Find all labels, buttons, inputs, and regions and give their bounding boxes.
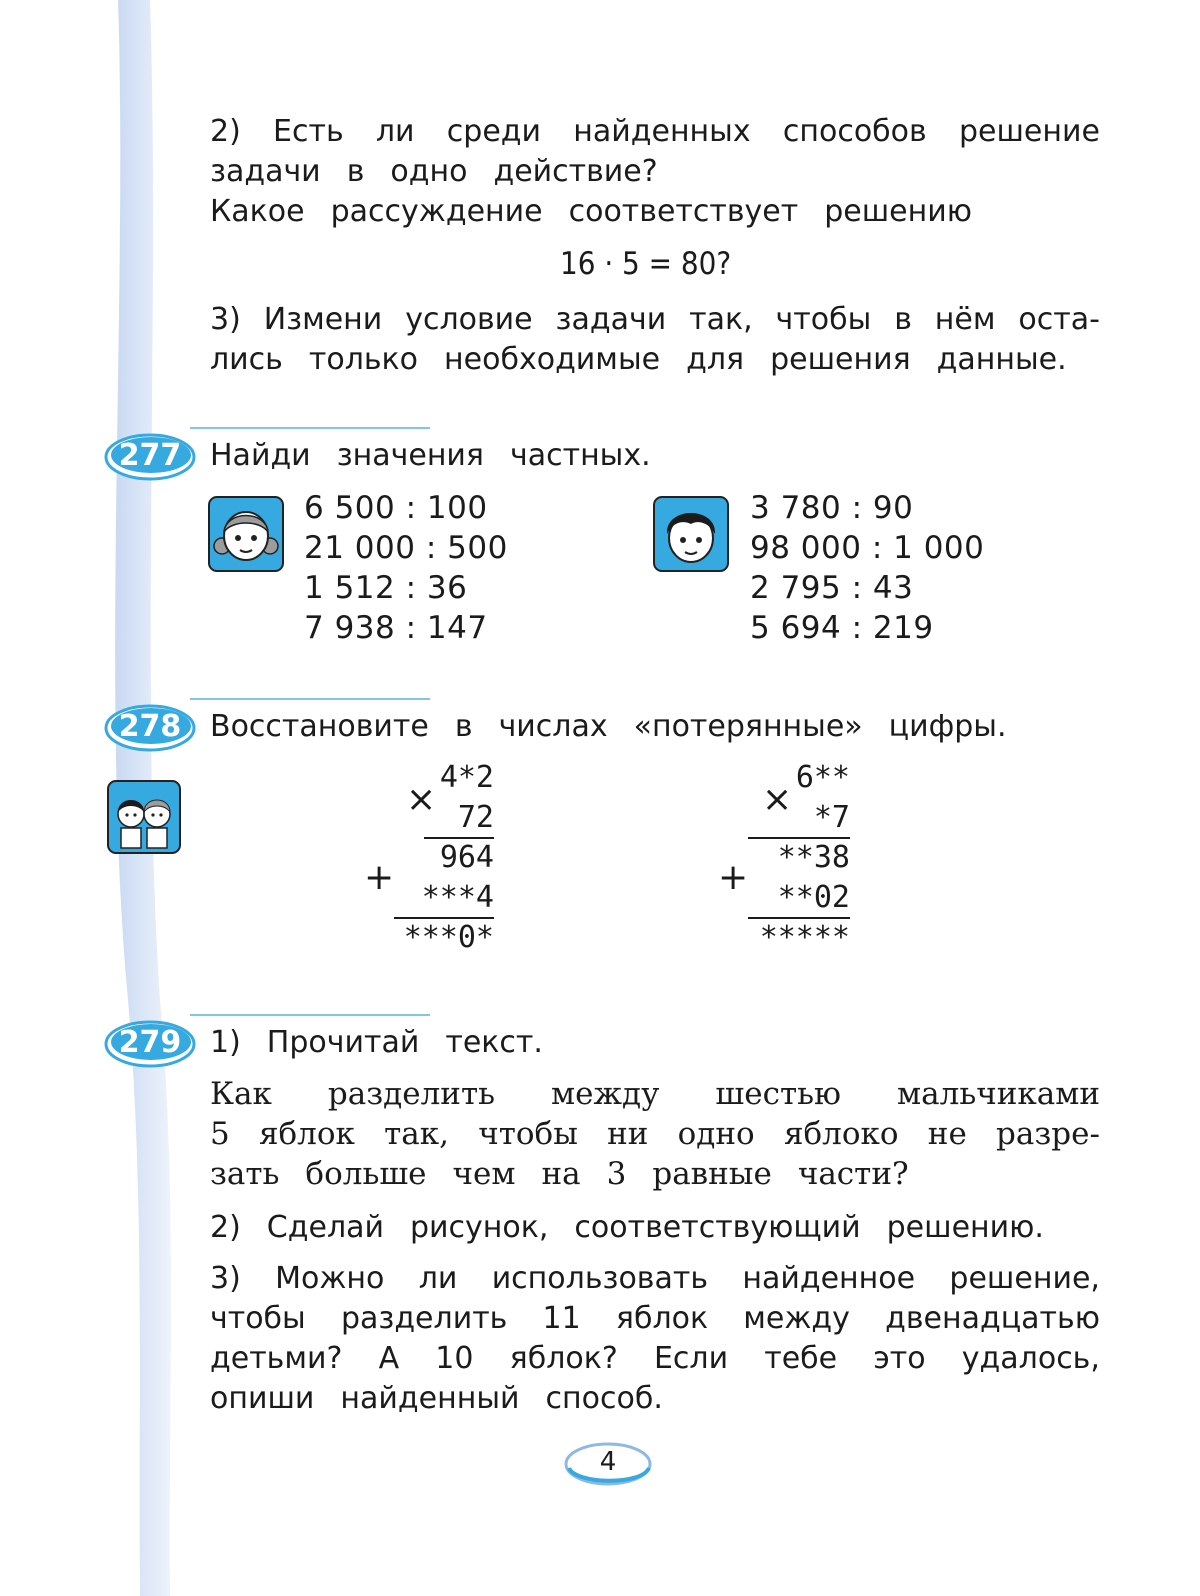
task-279-line-3c: детьми? А 10 яблок? Если тебе это удалось, bbox=[210, 1341, 1100, 1376]
expr-277-r4: 5 694 : 219 bbox=[750, 610, 934, 646]
mul-right-partial-1: **38 bbox=[777, 840, 850, 875]
expr-277-l2: 21 000 : 500 bbox=[304, 530, 508, 566]
expr-277-l1: 6 500 : 100 bbox=[304, 490, 488, 526]
mul-left-partial-1: 964 bbox=[439, 840, 494, 875]
plus-sign: + bbox=[718, 857, 749, 898]
page-number-text: 4 bbox=[599, 1447, 617, 1477]
task-279-number: 279 bbox=[118, 1025, 182, 1060]
task-279-line-1: 1) Прочитай текст. bbox=[210, 1025, 543, 1060]
intro-line-1: 2) Есть ли среди найденных способов решение bbox=[210, 114, 1100, 149]
mul-left-factor-a: 4*2 bbox=[439, 760, 494, 795]
mul-left-factor-b: 72 bbox=[457, 800, 494, 835]
page-number bbox=[563, 1438, 653, 1488]
task-277-rule bbox=[190, 427, 430, 429]
times-sign: × bbox=[406, 779, 437, 820]
expr-277-r2: 98 000 : 1 000 bbox=[750, 530, 985, 566]
mul-right-factor-b: *7 bbox=[813, 800, 850, 835]
intro-line-2: задачи в одно действие? bbox=[210, 154, 658, 189]
expr-277-l3: 1 512 : 36 bbox=[304, 570, 468, 606]
task-277-title: Найди значения частных. bbox=[210, 438, 651, 473]
mul-right-partial-2: **02 bbox=[777, 880, 850, 915]
formula: 16 · 5 = 80? bbox=[560, 246, 732, 282]
task-277-badge bbox=[104, 432, 196, 482]
expr-277-r1: 3 780 : 90 bbox=[750, 490, 914, 526]
times-sign: × bbox=[762, 779, 793, 820]
expr-277-r3: 2 795 : 43 bbox=[750, 570, 914, 606]
intro-line-3: Какое рассуждение соответствует решению bbox=[210, 194, 973, 229]
multiplication-right bbox=[650, 758, 860, 958]
mul-left-result: ***0* bbox=[403, 920, 494, 955]
task-277-number: 277 bbox=[118, 438, 182, 473]
girl-icon bbox=[208, 496, 284, 572]
task-279-line-3a: 3) Можно ли использовать найденное решение, bbox=[210, 1261, 1100, 1296]
task-279-rule bbox=[190, 1014, 430, 1016]
task-279-line-2: 2) Сделай рисунок, соответствующий решению. bbox=[210, 1210, 1044, 1245]
task-279-text-1: Как разделить между шестью мальчиками bbox=[210, 1076, 1100, 1112]
task-278-rule bbox=[190, 698, 430, 700]
expr-277-l4: 7 938 : 147 bbox=[304, 610, 488, 646]
task-279-line-3b: чтобы разделить 11 яблок между двенадцатью bbox=[210, 1301, 1100, 1336]
boy-icon bbox=[653, 496, 729, 572]
task-279-badge bbox=[104, 1019, 196, 1069]
pair-icon bbox=[107, 780, 181, 854]
intro-line-4: 3) Измени условие задачи так, чтобы в нём оста- bbox=[210, 302, 1100, 337]
intro-line-5: лись только необходимые для решения данные. bbox=[210, 342, 1067, 377]
task-278-badge bbox=[104, 703, 196, 753]
task-278-title: Восстановите в числах «потерянные» цифры. bbox=[210, 709, 1007, 744]
task-279-text-3: зать больше чем на 3 равные части? bbox=[210, 1156, 909, 1192]
task-279-line-3d: опиши найденный способ. bbox=[210, 1381, 663, 1416]
task-279-text-2: 5 яблок так, чтобы ни одно яблоко не разре- bbox=[210, 1116, 1100, 1152]
mul-right-result: ***** bbox=[759, 920, 850, 955]
multiplication-left bbox=[294, 758, 504, 958]
task-278-number: 278 bbox=[118, 709, 182, 744]
mul-left-partial-2: ***4 bbox=[421, 880, 494, 915]
plus-sign: + bbox=[364, 857, 395, 898]
mul-right-factor-a: 6** bbox=[795, 760, 850, 795]
